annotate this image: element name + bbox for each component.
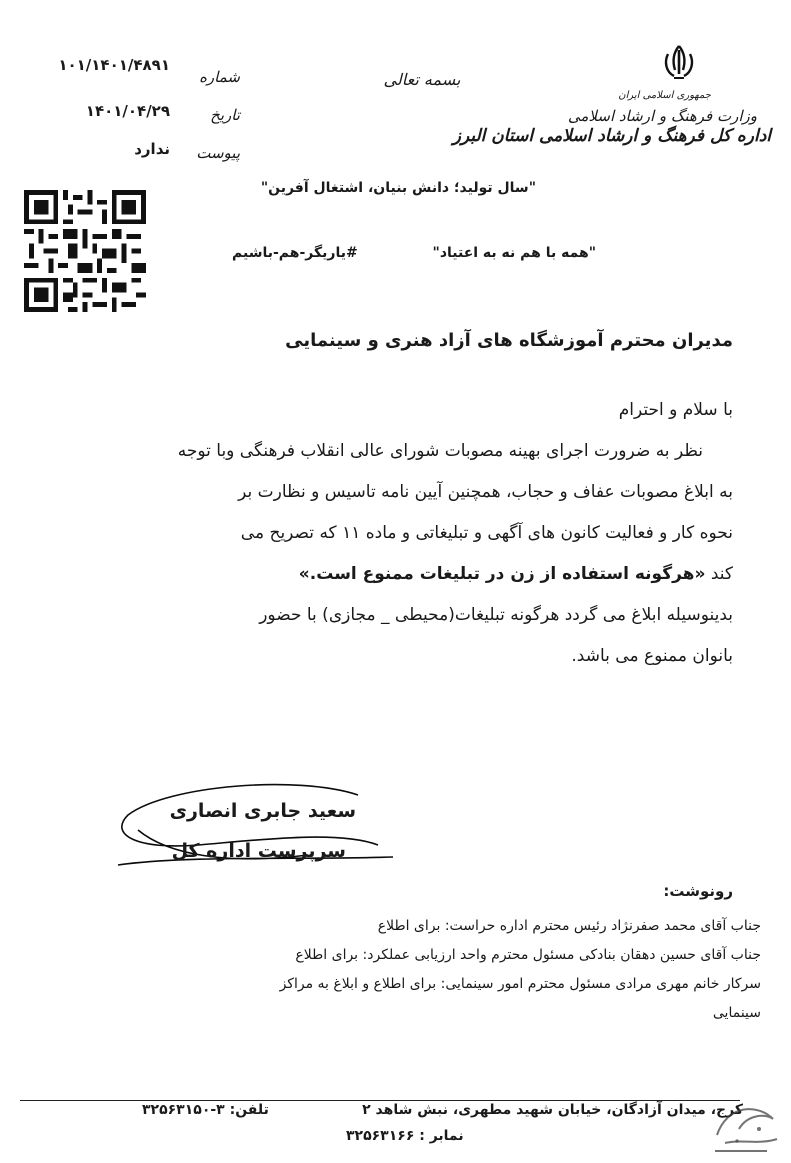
cc-heading: رونوشت: bbox=[663, 882, 733, 900]
signature-scribble bbox=[108, 775, 398, 885]
cc-item: جناب آقای محمد صفرنژاد رئیس محترم اداره حراست: برای اطلاع bbox=[377, 918, 761, 934]
body-line: بدینوسیله ابلاغ می گردد هرگونه تبلیغات(محیطی _ مجازی) با حضور bbox=[259, 605, 733, 625]
ban-statement: «هرگونه استفاده از زن در تبلیغات ممنوع است.» bbox=[298, 564, 706, 584]
body-line: بانوان ممنوع می باشد. bbox=[571, 646, 733, 666]
ministry-name: وزارت فرهنگ و ارشاد اسلامی bbox=[567, 107, 757, 125]
number-label: شماره bbox=[199, 68, 240, 86]
signatory-title: سرپرست اداره کل bbox=[171, 840, 346, 862]
body-line: به ابلاغ مصوبات عفاف و حجاب، همچنین آیین نامه تاسیس و نظارت بر bbox=[238, 482, 733, 502]
country-name: جمهوری اسلامی ایران bbox=[618, 90, 711, 101]
qr-code bbox=[24, 190, 146, 312]
iran-emblem-icon bbox=[662, 42, 696, 82]
cc-item: سرکار خانم مهری مرادی مسئول محترم امور سینمایی: برای اطلاع و ابلاغ به مراکز bbox=[279, 976, 761, 992]
greeting: با سلام و احترام bbox=[618, 400, 733, 420]
attachment-label: پیوست bbox=[196, 144, 240, 162]
letter-body bbox=[33, 390, 733, 677]
date-label: تاریخ bbox=[210, 106, 240, 124]
letter-number: ۱۰۱/۱۴۰۱/۴۸۹۱ bbox=[58, 56, 170, 74]
bismillah: بسمه تعالی bbox=[383, 70, 461, 89]
cc-list bbox=[61, 912, 761, 1028]
recipient: مدیران محترم آموزشگاه های آزاد هنری و سینمایی bbox=[285, 330, 733, 351]
signatory-name: سعید جابری انصاری bbox=[169, 800, 356, 822]
meta-values bbox=[30, 42, 170, 172]
cc-item: جناب آقای حسین دهقان بنادکی مسئول محترم واحد ارزیابی عملکرد: برای اطلاع bbox=[295, 947, 761, 963]
ministry-header bbox=[452, 86, 771, 146]
body-line bbox=[33, 554, 733, 595]
office-name: اداره کل فرهنگ و ارشاد اسلامی استان البرز bbox=[452, 126, 771, 146]
watermark-logo-icon bbox=[707, 1095, 783, 1157]
hashtag: #یاریگر-هم-باشیم bbox=[232, 245, 358, 261]
letter-date: ۱۴۰۱/۰۴/۲۹ bbox=[85, 102, 170, 120]
footer-phone: تلفن: ۳-۳۲۵۶۳۱۵۰ bbox=[142, 1102, 269, 1118]
anti-addiction-slogan: "همه با هم نه به اعتیاد" bbox=[432, 245, 596, 261]
body-line: نحوه کار و فعالیت کانون های آگهی و تبلیغاتی و ماده ۱۱ که تصریح می bbox=[240, 523, 733, 543]
attachment-value: ندارد bbox=[134, 140, 170, 158]
body-line-start: کند bbox=[705, 564, 733, 584]
footer-divider bbox=[20, 1100, 740, 1101]
year-slogan: "سال تولید؛ دانش بنیان، اشتغال آفرین" bbox=[260, 180, 536, 196]
body-line: نظر به ضرورت اجرای بهینه مصوبات شورای عالی انقلاب فرهنگی وبا توجه bbox=[177, 441, 703, 461]
cc-item: سینمایی bbox=[712, 1005, 761, 1021]
footer-address: کرج، میدان آزادگان، خیابان شهید مطهری، نبش شاهد ۲ bbox=[362, 1102, 743, 1118]
meta-labels bbox=[198, 58, 240, 172]
footer-fax: نمابر : ۳۲۵۶۳۱۶۶ bbox=[346, 1128, 464, 1144]
